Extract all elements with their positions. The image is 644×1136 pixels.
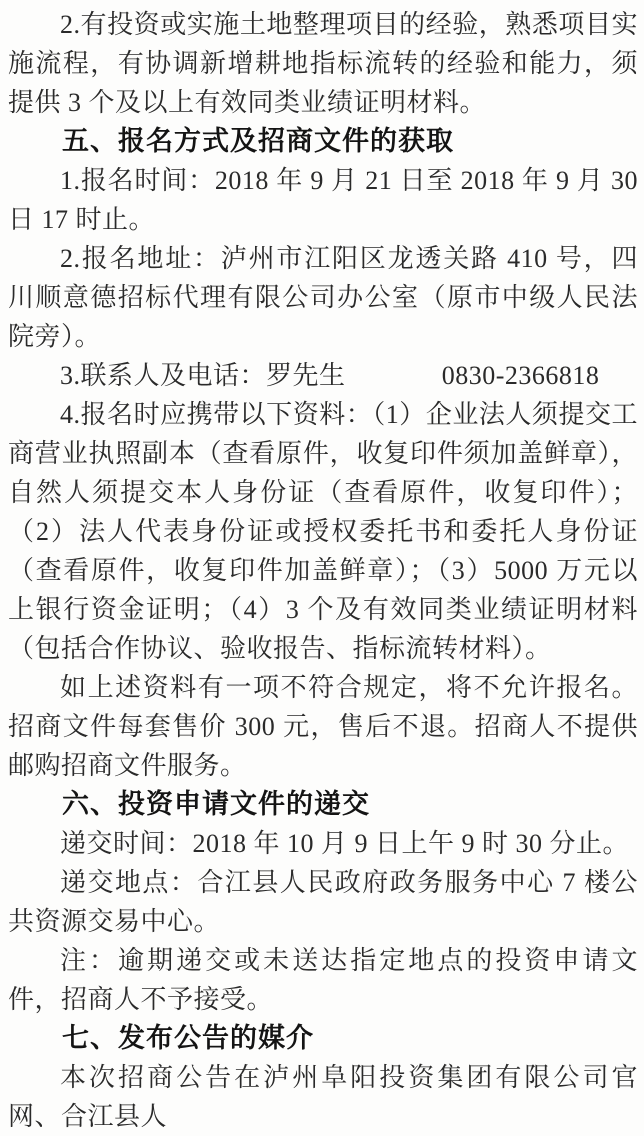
registration-materials: 4.报名时应携带以下资料：（1）企业法人须提交工商营业执照副本（查看原件，收复印件须加盖鲜章），自然人须提交本人身份证（查看原件，收复印件）；（2）法人代表身份证或授权委托书和委托人身份证（查看原件，收复印件加盖鲜章）；（3）5000 万元以上银行资金证明；（4）3 个及有效同类业绩证明材料（包括合作协议、验收报告、指标流转材料）。: [8, 400, 638, 663]
registration-address: 2.报名地址：泸州市江阳区龙透关路 410 号，四川顺意德招标代理有限公司办公室（原市中级人民法院旁）。: [8, 244, 638, 351]
section-heading-registration: 五、报名方式及招商文件的获取: [62, 126, 454, 156]
paragraph-experience-requirement: 2.有投资或实施土地整理项目的经验，熟悉项目实施流程，有协调新增耕地指标流转的经验和能力，须提供 3 个及以上有效同类业绩证明材料。: [8, 10, 638, 117]
phone-number: 0830-2366818: [441, 361, 600, 390]
registration-time: 1.报名时间：2018 年 9 月 21 日至 2018 年 9 月 30 日 17 时止。: [8, 166, 638, 234]
submission-time: 递交时间：2018 年 10 月 9 日上午 9 时 30 分止。: [60, 829, 630, 858]
submission-note: 注：逾期递交或未送达指定地点的投资申请文件，招商人不予接受。: [8, 946, 638, 1014]
section-heading-media: 七、发布公告的媒介: [62, 1023, 314, 1053]
section-heading-submission: 六、投资申请文件的递交: [62, 789, 370, 819]
contact-line: [8, 356, 638, 395]
contact-label: 3.联系人及电话：罗先生: [60, 361, 346, 390]
media-paragraph: 本次招商公告在泸州阜阳投资集团有限公司官网、合江县人: [8, 1063, 638, 1131]
submission-location: 递交地点：合江县人民政府政务服务中心 7 楼公共资源交易中心。: [8, 868, 638, 936]
materials-notice: 如上述资料有一项不符合规定，将不允许报名。招商文件每套售价 300 元，售后不退。招商人不提供邮购招商文件服务。: [8, 673, 638, 780]
